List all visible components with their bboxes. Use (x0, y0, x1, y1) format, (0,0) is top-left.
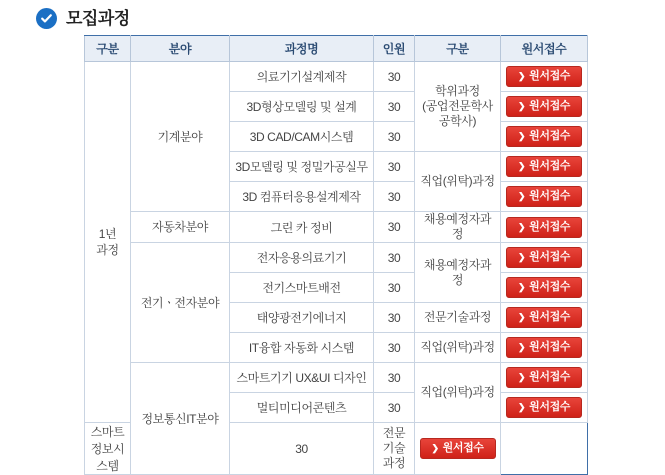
column-header-type: 구분 (415, 36, 501, 62)
table-row (85, 363, 588, 393)
cell-capacity: 30 (374, 273, 415, 303)
cell-course-name: 전기스마트배전 (230, 273, 374, 303)
cell-course-name: 스마트기기 UX&UI 디자인 (230, 363, 374, 393)
cell-course-name: 멀티미디어콘텐츠 (230, 393, 374, 423)
apply-button[interactable] (506, 186, 582, 207)
cell-course-name: IT융합 자동화 시스템 (230, 333, 374, 363)
cell-apply (501, 303, 588, 333)
cell-course-type: 직업(위탁)과정 (415, 152, 501, 212)
course-table (84, 35, 588, 475)
chevron-right-icon: ❯ (517, 402, 526, 412)
column-header-capacity: 인원 (374, 36, 415, 62)
apply-button-label: 원서접수 (529, 281, 571, 293)
cell-field: 자동차분야 (131, 212, 230, 243)
chevron-right-icon: ❯ (517, 191, 526, 201)
chevron-right-icon: ❯ (517, 312, 526, 322)
cell-course-type: 채용예정자과정 (415, 243, 501, 303)
cell-course-type: 직업(위탁)과정 (415, 363, 501, 423)
table-header-row (85, 36, 588, 62)
apply-button-label: 원서접수 (529, 401, 571, 413)
apply-button[interactable] (506, 367, 582, 388)
cell-capacity: 30 (374, 243, 415, 273)
apply-button[interactable] (506, 156, 582, 177)
apply-button[interactable] (506, 217, 582, 238)
cell-apply (415, 423, 501, 475)
cell-apply (501, 333, 588, 363)
apply-button-label: 원서접수 (442, 442, 484, 454)
cell-apply (501, 363, 588, 393)
cell-course-type: 직업(위탁)과정 (415, 333, 501, 363)
cell-capacity: 30 (374, 182, 415, 212)
chevron-right-icon: ❯ (517, 252, 526, 262)
cell-course-type: 채용예정자과정 (415, 212, 501, 243)
cell-capacity: 30 (374, 303, 415, 333)
cell-capacity: 30 (374, 152, 415, 182)
apply-button-label: 원서접수 (529, 220, 571, 233)
apply-button-label: 원서접수 (529, 251, 571, 263)
cell-apply (501, 92, 588, 122)
table-row (85, 212, 588, 243)
apply-button[interactable] (506, 337, 582, 358)
apply-button-label: 원서접수 (529, 100, 571, 112)
cell-apply (501, 122, 588, 152)
apply-button[interactable] (506, 126, 582, 147)
cell-apply (501, 273, 588, 303)
table-header (85, 36, 588, 62)
cell-capacity: 30 (374, 62, 415, 92)
chevron-right-icon: ❯ (517, 221, 526, 232)
apply-button[interactable] (420, 438, 496, 459)
cell-field: 기계분야 (131, 62, 230, 212)
chevron-right-icon: ❯ (517, 372, 526, 382)
column-header-apply: 원서접수 (501, 36, 588, 62)
table-body (85, 62, 588, 475)
column-header-field: 분야 (131, 36, 230, 62)
table-row (85, 243, 588, 273)
cell-apply (501, 182, 588, 212)
apply-button-label: 원서접수 (529, 371, 571, 383)
cell-capacity: 30 (230, 423, 374, 475)
cell-course-name: 3D CAD/CAM시스템 (230, 122, 374, 152)
cell-course-name: 스마트정보시스템 (85, 423, 131, 475)
chevron-right-icon: ❯ (517, 161, 526, 171)
chevron-right-icon: ❯ (517, 71, 526, 81)
cell-capacity: 30 (374, 393, 415, 423)
cell-field: 정보통신IT분야 (131, 363, 230, 475)
apply-button[interactable] (506, 277, 582, 298)
apply-button[interactable] (506, 96, 582, 117)
cell-course-type: 학위과정 (공업전문학사 공학사) (415, 62, 501, 152)
cell-course-name: 그린 카 정비 (230, 212, 374, 243)
cell-course-name: 3D형상모델링 및 설계 (230, 92, 374, 122)
cell-capacity: 30 (374, 92, 415, 122)
apply-button-label: 원서접수 (529, 341, 571, 353)
check-circle-icon (36, 8, 57, 29)
chevron-right-icon: ❯ (517, 101, 526, 111)
cell-apply (501, 212, 588, 243)
apply-button[interactable] (506, 66, 582, 87)
column-header-course-name: 과정명 (230, 36, 374, 62)
cell-capacity: 30 (374, 333, 415, 363)
column-header-gubun: 구분 (85, 36, 131, 62)
page-title: 모집과정 (66, 8, 130, 28)
apply-button[interactable] (506, 397, 582, 418)
apply-button-label: 원서접수 (529, 311, 571, 323)
chevron-right-icon: ❯ (517, 342, 526, 352)
cell-apply (501, 243, 588, 273)
section-heading (0, 0, 665, 30)
cell-course-name: 의료기기설계제작 (230, 62, 374, 92)
cell-field: 전기ㆍ전자분야 (131, 243, 230, 363)
apply-button[interactable] (506, 307, 582, 328)
cell-capacity: 30 (374, 122, 415, 152)
apply-button-label: 원서접수 (529, 160, 571, 172)
chevron-right-icon: ❯ (517, 131, 526, 141)
cell-course-type: 전문기술과정 (374, 423, 415, 475)
chevron-right-icon: ❯ (431, 443, 439, 453)
apply-button[interactable] (506, 247, 582, 268)
cell-apply (501, 152, 588, 182)
apply-button-label: 원서접수 (529, 70, 571, 82)
cell-capacity: 30 (374, 363, 415, 393)
course-table-wrapper (84, 35, 587, 475)
cell-apply (501, 393, 588, 423)
chevron-right-icon: ❯ (517, 282, 526, 292)
cell-course-name: 3D 컴퓨터응용설계제작 (230, 182, 374, 212)
cell-course-name: 3D모델링 및 정밀가공실무 (230, 152, 374, 182)
cell-course-name: 전자응용의료기기 (230, 243, 374, 273)
cell-course-type: 전문기술과정 (415, 303, 501, 333)
apply-button-label: 원서접수 (529, 190, 571, 202)
apply-button-label: 원서접수 (529, 130, 571, 142)
cell-capacity: 30 (374, 212, 415, 243)
cell-gubun: 1년 과정 (85, 62, 131, 423)
table-row (85, 62, 588, 92)
cell-apply (501, 62, 588, 92)
cell-course-name: 태양광전기에너지 (230, 303, 374, 333)
